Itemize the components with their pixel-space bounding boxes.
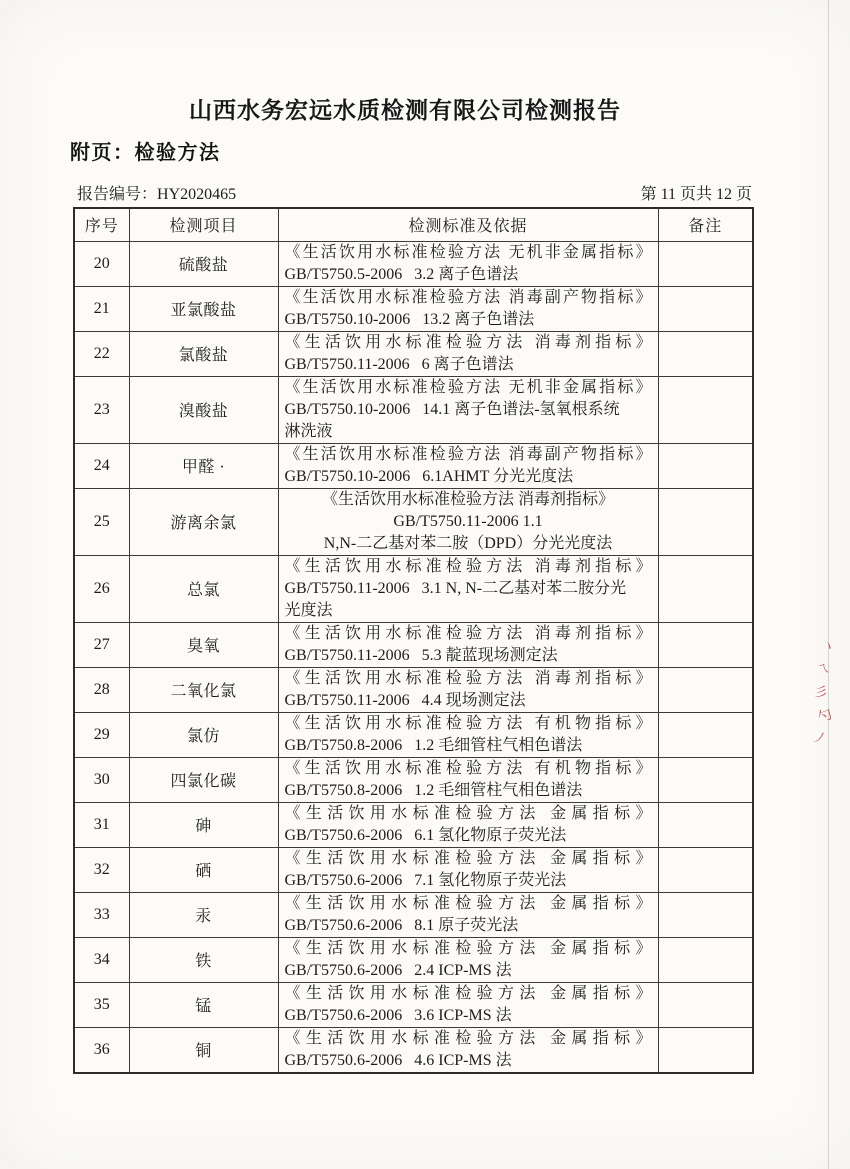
row-item: 氯仿 [129, 712, 278, 757]
table-row [74, 1027, 753, 1073]
row-standard [278, 757, 658, 802]
row-standard [278, 241, 658, 286]
standard-line: 《生活饮用水标准检验方法 金属指标》 [284, 894, 652, 912]
row-standard [278, 712, 658, 757]
row-number: 34 [74, 937, 129, 982]
standard-line: 《生活饮用水标准检验方法 金属指标》 [284, 939, 652, 957]
row-remark [658, 712, 753, 757]
row-number: 21 [74, 286, 129, 331]
row-number: 22 [74, 331, 129, 376]
table-row [74, 847, 753, 892]
stamp-mark: 丿 [809, 727, 830, 749]
row-item: 总氯 [129, 555, 278, 622]
row-standard [278, 286, 658, 331]
stamp-mark: 勺 [815, 705, 835, 726]
row-item: 锰 [129, 982, 278, 1027]
table-row [74, 622, 753, 667]
standard-line: GB/T5750.6-2006 4.6 ICP-MS 法 [284, 1051, 512, 1069]
row-item: 硫酸盐 [129, 241, 278, 286]
standard-line: GB/T5750.6-2006 6.1 氢化物原子荧光法 [284, 826, 567, 844]
report-number-value: HY2020465 [157, 186, 237, 203]
table-row [74, 937, 753, 982]
row-number: 32 [74, 847, 129, 892]
standard-line: 《生活饮用水标准检验方法 消毒副产物指标》 [284, 288, 652, 306]
report-number [77, 181, 236, 204]
table-header-row [74, 208, 753, 241]
row-item: 硒 [129, 847, 278, 892]
standard-line: GB/T5750.10-2006 6.1AHMT 分光光度法 [284, 467, 574, 485]
standard-line: 《生活饮用水标准检验方法 有机物指标》 [284, 714, 652, 732]
row-number: 30 [74, 757, 129, 802]
standard-line: GB/T5750.6-2006 7.1 氢化物原子荧光法 [284, 871, 567, 889]
row-remark [658, 286, 753, 331]
row-number: 24 [74, 443, 129, 488]
appendix-heading: 附页：检验方法 [70, 142, 221, 164]
row-item: 氯酸盐 [129, 331, 278, 376]
table-row [74, 376, 753, 443]
standard-line: 《生活饮用水标准检验方法 金属指标》 [284, 1029, 652, 1047]
standard-line: GB/T5750.8-2006 1.2 毛细管柱气相色谱法 [284, 736, 583, 754]
standard-line: 《生活饮用水标准检验方法 无机非金属指标》 [284, 378, 652, 396]
row-remark [658, 376, 753, 443]
standard-line: GB/T5750.6-2006 2.4 ICP-MS 法 [284, 961, 512, 979]
table-row [74, 331, 753, 376]
row-item: 甲醛 · [129, 443, 278, 488]
standard-line: 《生活饮用水标准检验方法 消毒剂指标》 [284, 333, 652, 351]
standard-line: GB/T5750.11-2006 1.1 [393, 512, 543, 530]
meta-row [77, 181, 752, 204]
table-row [74, 802, 753, 847]
row-remark [658, 937, 753, 982]
row-remark [658, 488, 753, 555]
standard-line: GB/T5750.10-2006 13.2 离子色谱法 [284, 310, 535, 328]
row-standard [278, 802, 658, 847]
row-standard [278, 488, 658, 555]
row-remark [658, 667, 753, 712]
row-standard [278, 376, 658, 443]
standard-line: 《生活饮用水标准检验方法 消毒副产物指标》 [284, 445, 652, 463]
table-row [74, 892, 753, 937]
row-number: 26 [74, 555, 129, 622]
standard-line: 《生活饮用水标准检验方法 无机非金属指标》 [284, 243, 652, 261]
row-standard [278, 892, 658, 937]
table-row [74, 982, 753, 1027]
standard-line: 《生活饮用水标准检验方法 金属指标》 [284, 804, 652, 822]
standard-line: GB/T5750.11-2006 4.4 现场测定法 [284, 691, 526, 709]
standard-line: 《生活饮用水标准检验方法 金属指标》 [284, 849, 652, 867]
stamp-mark: ㄟ [814, 658, 832, 678]
standard-line: 《生活饮用水标准检验方法 金属指标》 [284, 984, 652, 1002]
header-no: 序号 [74, 208, 129, 241]
standard-line: 淋洗液 [284, 422, 333, 440]
row-item: 四氯化碳 [129, 757, 278, 802]
table-row [74, 555, 753, 622]
standard-line: GB/T5750.10-2006 14.1 离子色谱法-氢氧根系统 [284, 400, 620, 418]
row-standard [278, 555, 658, 622]
table-row [74, 712, 753, 757]
row-remark [658, 331, 753, 376]
row-number: 35 [74, 982, 129, 1027]
table-row [74, 241, 753, 286]
standard-line: GB/T5750.11-2006 5.3 靛蓝现场测定法 [284, 646, 558, 664]
row-standard [278, 667, 658, 712]
row-remark [658, 847, 753, 892]
standard-line: GB/T5750.5-2006 3.2 离子色谱法 [284, 265, 519, 283]
row-standard [278, 622, 658, 667]
standard-line: GB/T5750.11-2006 3.1 N, N-二乙基对苯二胺分光 [284, 579, 627, 597]
row-standard [278, 331, 658, 376]
standard-line: 《生活饮用水标准检验方法 消毒剂指标》 [284, 669, 652, 687]
row-number: 27 [74, 622, 129, 667]
page-indicator: 第 11 页共 12 页 [640, 186, 752, 203]
standard-line: 光度法 [284, 601, 333, 619]
row-number: 33 [74, 892, 129, 937]
row-remark [658, 443, 753, 488]
row-item: 铁 [129, 937, 278, 982]
row-remark [658, 1027, 753, 1073]
row-standard [278, 847, 658, 892]
row-remark [658, 892, 753, 937]
header-item: 检测项目 [129, 208, 278, 241]
row-item: 溴酸盐 [129, 376, 278, 443]
stamp-mark: 丶 [818, 636, 839, 657]
row-item: 汞 [129, 892, 278, 937]
standard-line: N,N-二乙基对苯二胺（DPD）分光光度法 [323, 534, 613, 552]
row-remark [658, 241, 753, 286]
methods-table-body [74, 241, 753, 1073]
row-item: 亚氯酸盐 [129, 286, 278, 331]
table-row [74, 286, 753, 331]
report-title: 山西水务宏远水质检测有限公司检测报告 [189, 97, 621, 123]
row-standard [278, 982, 658, 1027]
row-number: 29 [74, 712, 129, 757]
row-item: 二氧化氯 [129, 667, 278, 712]
row-remark [658, 982, 753, 1027]
row-remark [658, 622, 753, 667]
row-item: 游离余氯 [129, 488, 278, 555]
row-remark [658, 757, 753, 802]
row-remark [658, 555, 753, 622]
standard-line: GB/T5750.6-2006 3.6 ICP-MS 法 [284, 1006, 512, 1024]
header-standard: 检测标准及依据 [278, 208, 658, 241]
row-number: 31 [74, 802, 129, 847]
row-standard [278, 443, 658, 488]
table-row [74, 443, 753, 488]
stamp-mark: 彡 [812, 682, 830, 701]
row-number: 20 [74, 241, 129, 286]
table-row [74, 488, 753, 555]
row-item: 砷 [129, 802, 278, 847]
row-number: 25 [74, 488, 129, 555]
standard-line: 《生活饮用水标准检验方法 消毒剂指标》 [284, 624, 652, 642]
table-row [74, 757, 753, 802]
table-row [74, 667, 753, 712]
stamp-fragment [806, 632, 840, 752]
standard-line: GB/T5750.8-2006 1.2 毛细管柱气相色谱法 [284, 781, 583, 799]
row-item: 臭氧 [129, 622, 278, 667]
standard-line: GB/T5750.11-2006 6 离子色谱法 [284, 355, 514, 373]
methods-table [73, 207, 754, 1074]
row-standard [278, 1027, 658, 1073]
report-number-label: 报告编号： [77, 186, 158, 203]
row-number: 36 [74, 1027, 129, 1073]
standard-line: 《生活饮用水标准检验方法 消毒剂指标》 [321, 490, 614, 508]
row-remark [658, 802, 753, 847]
page-edge-line [828, 0, 829, 1169]
standard-line: 《生活饮用水标准检验方法 消毒剂指标》 [284, 557, 652, 575]
row-item: 铜 [129, 1027, 278, 1073]
row-number: 23 [74, 376, 129, 443]
standard-line: 《生活饮用水标准检验方法 有机物指标》 [284, 759, 652, 777]
row-number: 28 [74, 667, 129, 712]
header-remark: 备注 [658, 208, 753, 241]
row-standard [278, 937, 658, 982]
standard-line: GB/T5750.6-2006 8.1 原子荧光法 [284, 916, 519, 934]
